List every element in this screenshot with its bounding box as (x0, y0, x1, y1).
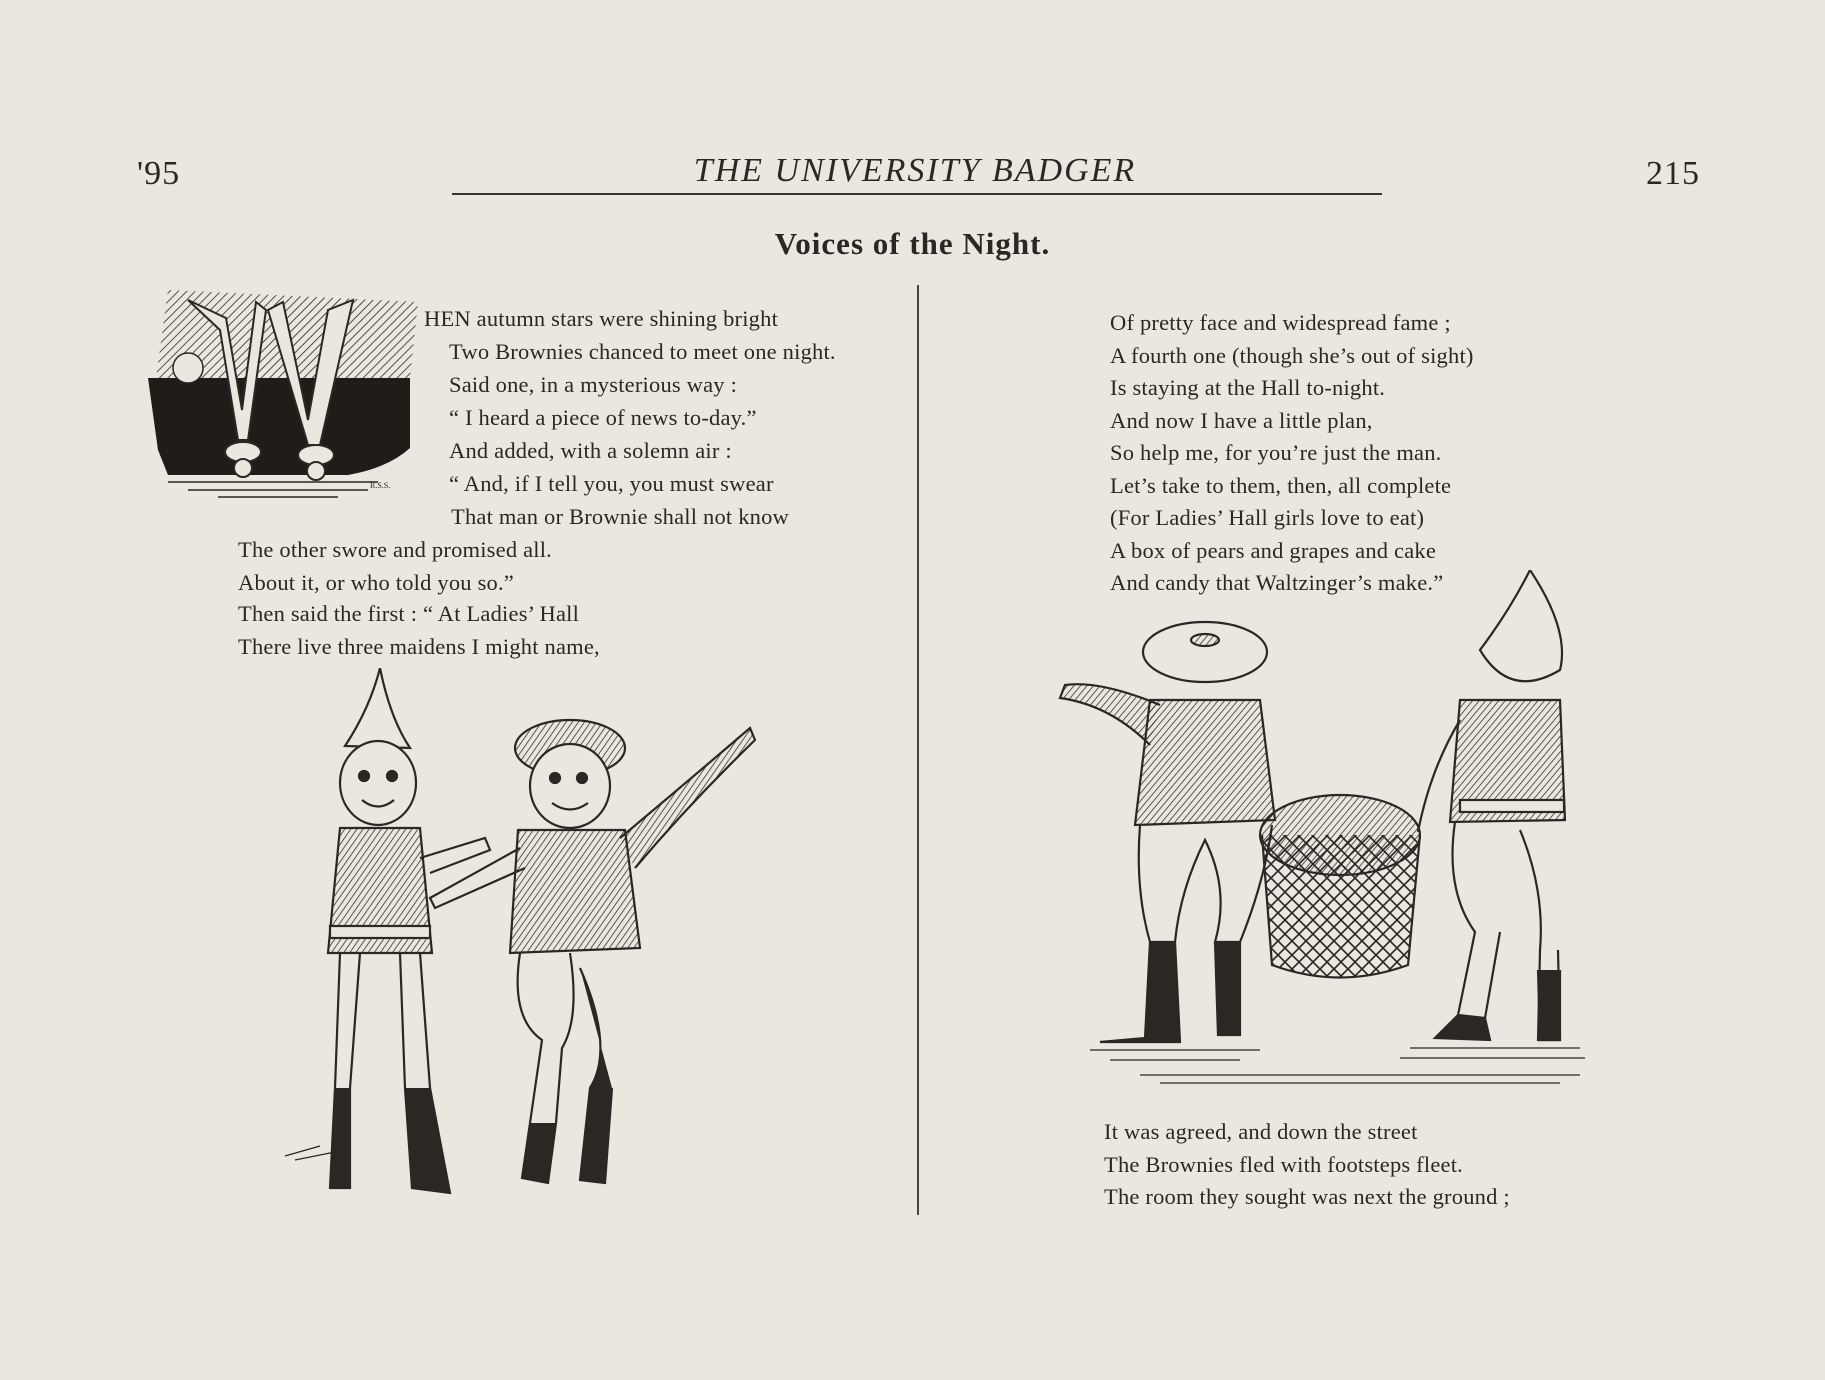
verse-line: A box of pears and grapes and cake (1110, 537, 1437, 563)
page-number-right: 215 (1646, 155, 1700, 192)
dropcap-illustration (148, 270, 418, 503)
verse-line: Then said the first : “ At Ladies’ Hall (238, 601, 580, 626)
right-column-verse-top (1110, 307, 1474, 600)
brownies-basket-drawing (1040, 570, 1590, 1100)
right-column-verse-bottom (1104, 1116, 1510, 1214)
verse-line: Two Brownies chanced to meet one night. (449, 339, 836, 364)
dropcap-w-drawing (148, 270, 418, 503)
verse-line: That man or Brownie shall not know (451, 504, 789, 529)
verse-line: And added, with a solemn air : (449, 438, 732, 463)
header-rule (452, 193, 1382, 195)
article-title: Voices of the Night. (774, 226, 1051, 261)
running-title: THE UNIVERSITY BADGER (693, 152, 1137, 189)
verse-line: Let’s take to them, then, all complete (1110, 472, 1452, 498)
verse-line: And now I have a little plan, (1110, 407, 1373, 433)
verse-line: “ And, if I tell you, you must swear (449, 471, 774, 496)
page-year-left: '95 (137, 155, 181, 192)
verse-line: Said one, in a mysterious way : (449, 372, 738, 397)
verse-line: HEN autumn stars were shining bright (424, 306, 779, 331)
brownies-talking-illustration (280, 668, 760, 1208)
verse-line: A fourth one (though she’s out of sight) (1110, 342, 1474, 368)
verse-line: Is staying at the Hall to-night. (1110, 375, 1386, 400)
verse-line: There live three maidens I might name, (238, 634, 600, 659)
verse-line: Of pretty face and widespread fame ; (1110, 310, 1451, 335)
verse-line: So help me, for you’re just the man. (1110, 440, 1442, 465)
dropcap-signature: R.S.S. (370, 481, 391, 490)
brownies-basket-illustration (1040, 570, 1590, 1100)
verse-line: The other swore and promised all. (238, 537, 553, 562)
verse-line: The room they sought was next the ground ; (1104, 1184, 1510, 1209)
verse-line: “ I heard a piece of news to-day.” (449, 405, 757, 430)
brownies-talking-drawing (280, 668, 760, 1208)
verse-line: The Brownies fled with footsteps fleet. (1104, 1151, 1463, 1177)
column-divider (917, 285, 919, 1215)
verse-line: And candy that Waltzinger’s make.” (1110, 570, 1444, 595)
verse-line: (For Ladies’ Hall girls love to eat) (1110, 505, 1425, 530)
verse-line: It was agreed, and down the street (1104, 1119, 1418, 1144)
verse-line: About it, or who told you so.” (238, 570, 514, 595)
